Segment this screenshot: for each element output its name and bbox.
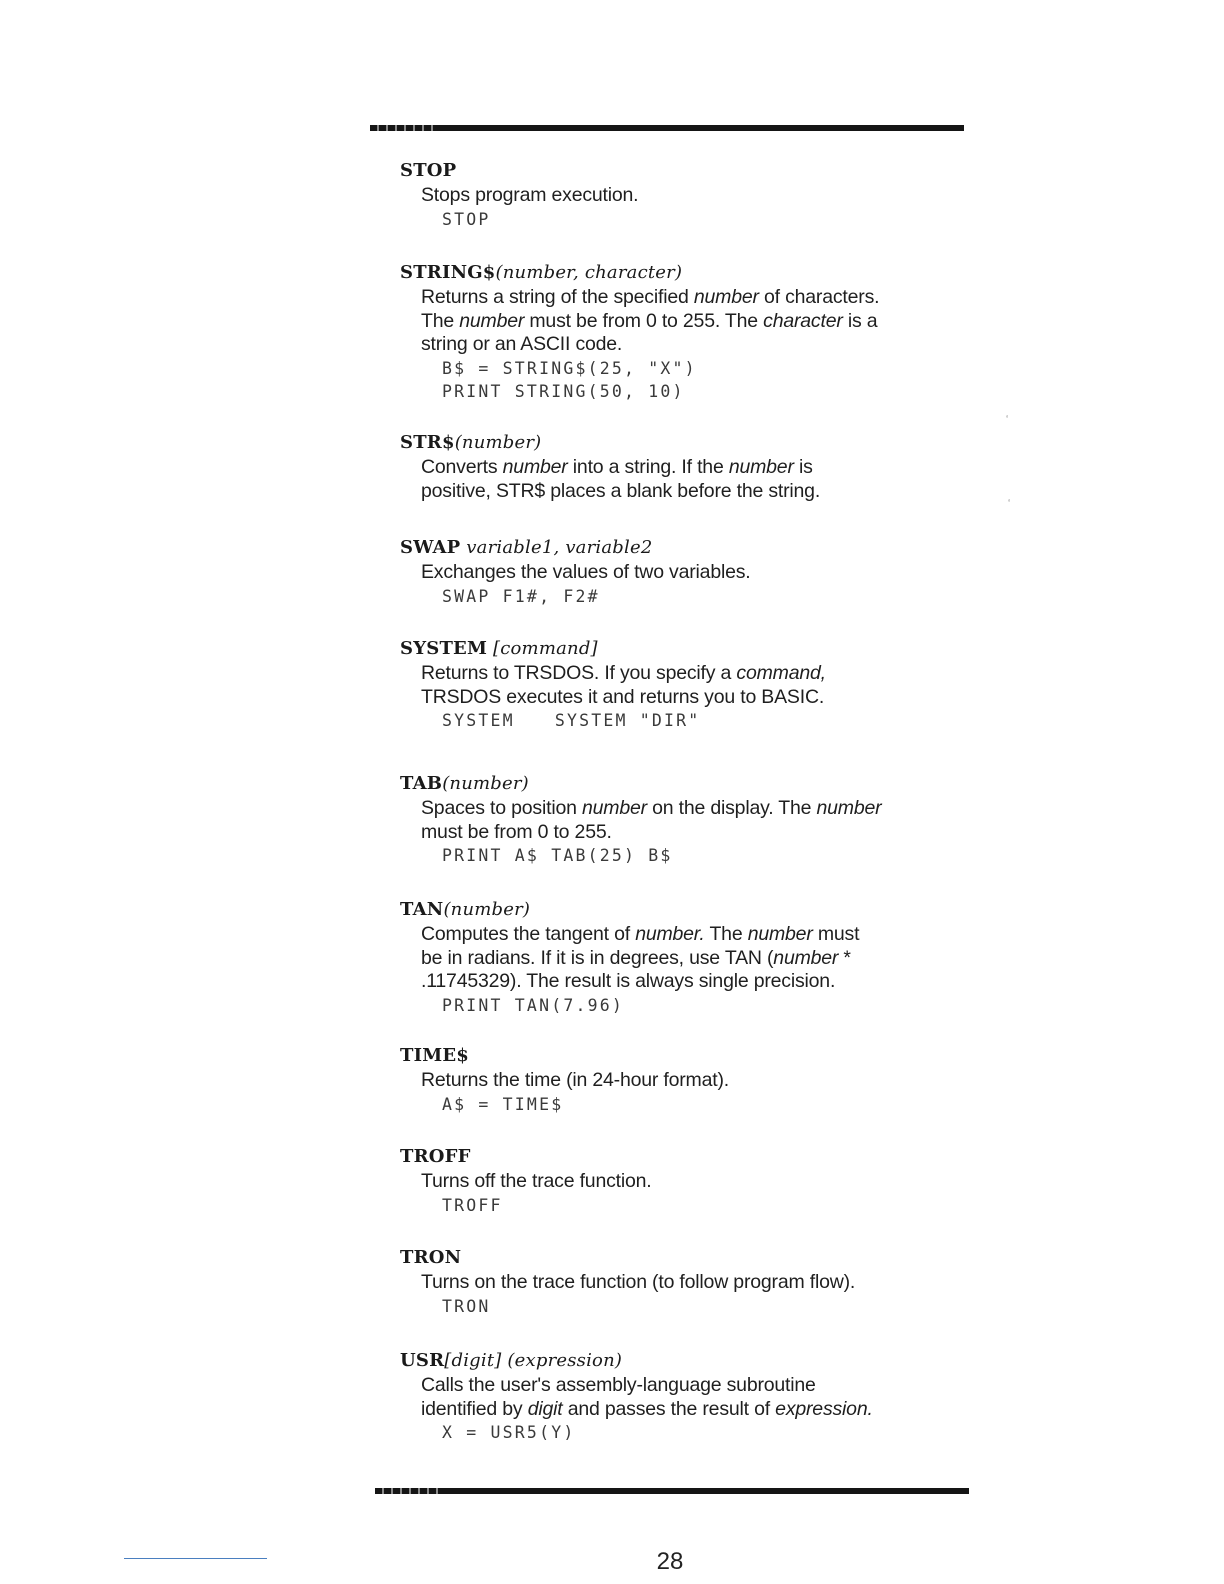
description-text: and passes the result of <box>562 1397 776 1420</box>
description-text: Exchanges the values of two variables. <box>421 561 751 583</box>
command-entry <box>400 158 960 231</box>
description-line <box>421 797 960 821</box>
command-keyword: TAB <box>400 773 443 794</box>
description-text: Calls the user's assembly-language subroutine <box>421 1374 816 1396</box>
code-example <box>442 709 960 733</box>
code-example: A$ = TIME$ <box>442 1094 564 1114</box>
emphasized-term: number <box>459 309 525 332</box>
command-heading <box>400 260 960 286</box>
command-heading <box>400 1043 960 1069</box>
command-arguments: variable1, variable2 <box>460 537 653 558</box>
emphasized-term: number <box>773 946 839 969</box>
code-example: SWAP F1#, F2# <box>442 586 600 606</box>
code-example: PRINT STRING(50, 10) <box>442 382 685 401</box>
code-snippet: SYSTEM "DIR" <box>554 711 701 730</box>
description-line <box>421 286 960 310</box>
command-keyword: SYSTEM <box>400 638 488 659</box>
emphasized-term: number. <box>635 923 705 945</box>
command-arguments: (number) <box>454 432 542 453</box>
command-heading <box>400 1245 960 1271</box>
description-text: The <box>421 309 460 332</box>
command-arguments: (number) <box>442 773 529 794</box>
command-keyword: STRING$ <box>400 262 496 283</box>
scan-speck: ‘ <box>1008 498 1011 509</box>
description-line <box>421 1069 960 1093</box>
scan-edge-line <box>124 1558 267 1559</box>
command-heading <box>400 158 960 184</box>
command-entry <box>400 897 960 1017</box>
command-entry <box>400 1245 960 1318</box>
emphasized-term: number <box>816 797 882 819</box>
description-text: is a <box>842 309 878 332</box>
emphasized-term: number <box>502 456 568 478</box>
top-rule <box>370 125 964 131</box>
command-entry <box>400 1348 960 1445</box>
description-line <box>421 310 960 334</box>
bottom-rule <box>375 1488 969 1494</box>
command-keyword: SWAP <box>400 537 461 558</box>
description-text: Converts <box>421 456 503 478</box>
description-line <box>421 1374 960 1398</box>
code-example: TROFF <box>442 1195 503 1215</box>
command-heading <box>400 636 960 662</box>
description-text: into a string. If the <box>567 456 729 478</box>
command-heading <box>400 1348 960 1374</box>
description-text: must be from 0 to 255. The <box>524 309 764 332</box>
description-line <box>421 923 960 947</box>
description-line <box>421 561 960 585</box>
description-text: Computes the tangent of <box>421 923 636 945</box>
code-example: PRINT A$ TAB(25) B$ <box>442 846 673 865</box>
description-text: string or an ASCII code. <box>421 333 623 355</box>
emphasized-term: number <box>693 286 759 308</box>
command-keyword: STOP <box>400 160 457 181</box>
command-entry <box>400 1043 960 1116</box>
description-text: Returns the time (in 24-hour format). <box>421 1069 729 1091</box>
description-line <box>421 686 960 710</box>
description-text: be in radians. If it is in degrees, use TAN ( <box>421 946 774 969</box>
description-text: Returns a string of the specified <box>421 286 694 308</box>
command-entry <box>400 771 960 868</box>
code-example: TRON <box>442 1296 491 1316</box>
description-text: .11745329). The result is always single precision. <box>421 970 836 992</box>
description-text: must <box>812 923 860 945</box>
description-line <box>421 821 960 845</box>
command-keyword: TIME$ <box>400 1045 469 1066</box>
description-text: * <box>838 946 851 969</box>
code-example: STOP <box>442 209 491 229</box>
description-line <box>421 1170 960 1194</box>
description-text: Returns to TRSDOS. If you specify a <box>421 662 737 684</box>
description-text: is <box>793 456 813 478</box>
description-line <box>421 662 960 686</box>
emphasized-term: number <box>581 797 647 819</box>
command-arguments: (number) <box>443 899 531 920</box>
command-heading <box>400 771 960 797</box>
emphasized-term: command, <box>736 662 826 684</box>
description-text: Spaces to position <box>421 797 582 819</box>
emphasized-term: number <box>728 456 794 478</box>
description-line <box>421 184 960 208</box>
description-line <box>421 1398 960 1422</box>
command-arguments: [digit] (expression) <box>444 1350 623 1371</box>
command-heading <box>400 430 960 456</box>
command-keyword: USR <box>400 1350 445 1371</box>
command-keyword: STR$ <box>400 432 455 453</box>
description-text: must be from 0 to 255. <box>421 820 612 843</box>
command-entry <box>400 260 960 404</box>
command-keyword: TRON <box>400 1247 462 1268</box>
description-text: Turns on the trace function (to follow program flow). <box>421 1271 856 1293</box>
command-entry <box>400 430 960 503</box>
code-example: PRINT TAN(7.96) <box>442 995 625 1015</box>
page-number: 28 <box>656 1548 684 1575</box>
emphasized-term: number <box>747 923 813 945</box>
command-keyword: TROFF <box>400 1146 471 1167</box>
description-line <box>421 333 960 357</box>
command-heading <box>400 535 960 561</box>
description-text: on the display. The <box>646 797 817 819</box>
description-line <box>421 480 960 504</box>
code-example: X = USR5(Y) <box>442 1423 576 1442</box>
description-text: Stops program execution. <box>421 184 639 206</box>
emphasized-term: digit <box>527 1397 563 1420</box>
description-text: positive, STR$ places a blank before the string. <box>421 479 821 502</box>
command-arguments: [command] <box>487 638 598 659</box>
command-arguments: (number, character) <box>495 262 683 283</box>
command-heading <box>400 1144 960 1170</box>
emphasized-term: expression. <box>775 1397 873 1420</box>
code-example: B$ = STRING$(25, "X") <box>442 358 697 378</box>
description-text: The <box>704 923 748 945</box>
command-entry <box>400 636 960 733</box>
description-line <box>421 970 960 994</box>
command-heading <box>400 897 960 923</box>
command-keyword: TAN <box>400 899 444 920</box>
description-text: TRSDOS executes it and returns you to BASIC. <box>421 685 825 708</box>
command-entry <box>400 1144 960 1217</box>
scan-speck: ‘ <box>1006 414 1009 425</box>
code-snippet: SYSTEM <box>442 711 515 730</box>
description-line <box>421 456 960 480</box>
description-line <box>421 947 960 971</box>
description-text: Turns off the trace function. <box>421 1170 652 1192</box>
command-entry <box>400 535 960 608</box>
description-line <box>421 1271 960 1295</box>
description-text: of characters. <box>758 286 880 308</box>
description-text: identified by <box>421 1397 528 1420</box>
emphasized-term: character <box>763 309 843 332</box>
